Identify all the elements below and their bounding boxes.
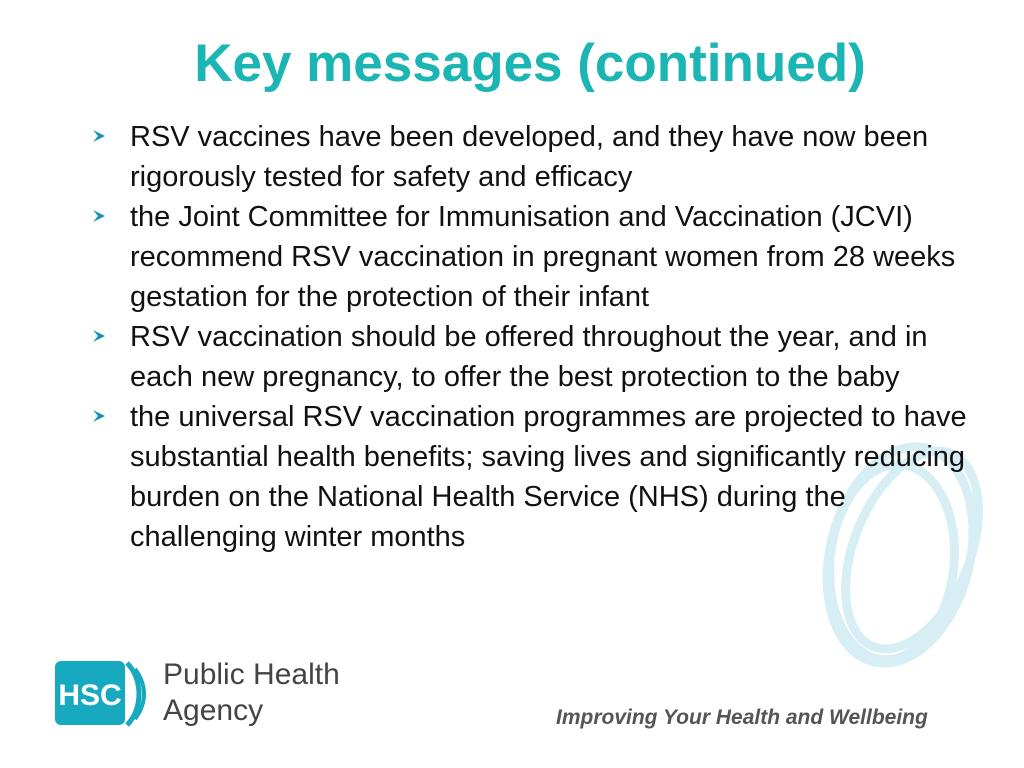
hsc-badge-text: HSC xyxy=(58,679,122,712)
arrow-right-icon xyxy=(90,327,108,345)
bullet-item xyxy=(90,397,990,557)
bullet-text: RSV vaccination should be offered throughout the year, and in each new pregnancy, to offer the best protection to the baby xyxy=(130,321,928,393)
bullet-item xyxy=(90,197,990,317)
bullet-item xyxy=(90,117,990,197)
arrow-right-icon xyxy=(90,407,108,425)
agency-name xyxy=(163,657,340,729)
bullet-text: the Joint Committee for Immunisation and Vaccination (JCVI) recommend RSV vaccination in pregnant women from 28 weeks gestation for the protection of their infant xyxy=(130,201,956,313)
bullet-item xyxy=(90,317,990,397)
tagline: Improving Your Health and Wellbeing xyxy=(556,706,928,729)
bullet-text: the universal RSV vaccination programmes are projected to have substantial health benefits; saving lives and significantly reducing burden on the National Health Service (NHS) during the challenging winter months xyxy=(130,401,967,553)
agency-name-line2: Agency xyxy=(163,694,264,727)
bullet-list xyxy=(90,117,990,557)
hsc-pha-logo xyxy=(55,657,355,737)
slide-title: Key messages (continued) xyxy=(194,34,866,93)
agency-name-line1: Public Health xyxy=(163,658,340,691)
hsc-logo-icon xyxy=(55,659,155,729)
arrow-right-icon xyxy=(90,207,108,225)
bullet-text: RSV vaccines have been developed, and they have now been rigorously tested for safety and efficacy xyxy=(130,121,929,193)
arrow-right-icon xyxy=(90,127,108,145)
